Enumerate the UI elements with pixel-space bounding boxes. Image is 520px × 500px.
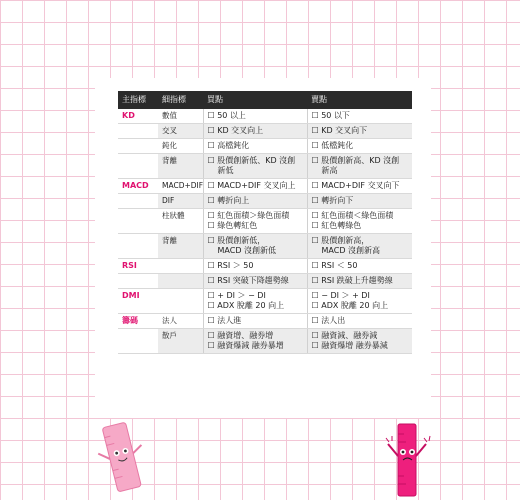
sell-checklist-item[interactable]: ☐ 融資爆增 融券暴減	[311, 341, 388, 350]
buy-checklist-item[interactable]: ☐ 融資爆減 融券暴增	[207, 341, 284, 350]
buy-checklist-item[interactable]: ☐ 綠色轉紅色	[207, 221, 258, 230]
main-indicator-cell	[118, 234, 158, 259]
sell-point-cell	[307, 209, 412, 234]
sell-checklist-item[interactable]: ☐ 低檔鈍化	[311, 141, 354, 150]
buy-checklist-item: MACD 沒創新低	[217, 246, 277, 255]
sub-indicator-cell: 背離	[158, 154, 203, 179]
sub-indicator-cell: 數值	[158, 109, 203, 124]
header-sell-point: 賣點	[307, 91, 412, 109]
buy-point-cell	[203, 194, 307, 209]
table-row	[118, 314, 412, 329]
sell-checklist-item[interactable]: ☐ − DI ＞ + DI	[311, 291, 370, 300]
sub-indicator-cell: DIF	[158, 194, 203, 209]
buy-point-cell	[203, 179, 307, 194]
sell-checklist-item[interactable]: ☐ 轉折向下	[311, 196, 354, 205]
sub-indicator-cell: 柱狀體	[158, 209, 203, 234]
buy-checklist-item[interactable]: ☐ 股價創新低，	[207, 236, 266, 245]
main-indicator-cell	[118, 209, 158, 234]
table-header-row	[118, 91, 412, 109]
buy-point-cell	[203, 259, 307, 274]
sell-checklist-item[interactable]: ☐ 股價創新高、KD 沒創	[311, 156, 400, 165]
buy-point-cell	[203, 139, 307, 154]
sell-point-cell	[307, 314, 412, 329]
table-row	[118, 109, 412, 124]
sub-indicator-cell	[158, 289, 203, 314]
sell-point-cell	[307, 259, 412, 274]
table-row	[118, 154, 412, 179]
sub-indicator-cell	[158, 274, 203, 289]
sell-point-cell	[307, 154, 412, 179]
sell-checklist-item[interactable]: ☐ 50 以下	[311, 111, 350, 120]
buy-point-cell	[203, 314, 307, 329]
indicator-checklist-table	[118, 91, 412, 354]
table-row	[118, 209, 412, 234]
buy-checklist-item[interactable]: ☐ 50 以上	[207, 111, 246, 120]
sub-indicator-cell: 散戶	[158, 329, 203, 354]
header-sub-indicator: 細指標	[158, 91, 203, 109]
main-indicator-cell: 籌碼	[118, 314, 158, 329]
table-body	[118, 109, 412, 354]
table-row	[118, 179, 412, 194]
buy-checklist-item[interactable]: ☐ ADX 脫離 20 向上	[207, 301, 285, 310]
table-row	[118, 329, 412, 354]
sell-checklist-item: MACD 沒創新高	[321, 246, 381, 255]
sell-checklist-item[interactable]: ☐ ADX 脫離 20 向上	[311, 301, 389, 310]
sub-indicator-cell	[158, 259, 203, 274]
main-indicator-cell	[118, 329, 158, 354]
sub-indicator-cell: 法人	[158, 314, 203, 329]
table-row	[118, 259, 412, 274]
magenta-ruler-mascot-icon	[384, 420, 432, 498]
sell-point-cell	[307, 234, 412, 259]
header-main-indicator: 主指標	[118, 91, 158, 109]
sell-point-cell	[307, 274, 412, 289]
sell-checklist-item: 新高	[321, 166, 338, 175]
sub-indicator-cell: 鈍化	[158, 139, 203, 154]
sub-indicator-cell: 交叉	[158, 124, 203, 139]
sell-point-cell	[307, 194, 412, 209]
table-row	[118, 124, 412, 139]
buy-checklist-item[interactable]: ☐ RSI ＞ 50	[207, 261, 254, 270]
buy-checklist-item[interactable]: ☐ 高檔鈍化	[207, 141, 250, 150]
buy-point-cell	[203, 289, 307, 314]
buy-point-cell	[203, 109, 307, 124]
buy-point-cell	[203, 209, 307, 234]
sub-indicator-cell: 背離	[158, 234, 203, 259]
pink-ruler-mascot-icon	[96, 418, 148, 496]
sell-point-cell	[307, 109, 412, 124]
buy-checklist-item: 新低	[217, 166, 234, 175]
buy-checklist-item[interactable]: ☐ 紅色面積＞綠色面積	[207, 211, 290, 220]
main-indicator-cell: DMI	[118, 289, 158, 314]
table-row	[118, 139, 412, 154]
sell-point-cell	[307, 124, 412, 139]
sub-indicator-cell: MACD+DIF	[158, 179, 203, 194]
buy-checklist-item[interactable]: ☐ 法人進	[207, 316, 242, 325]
table-row	[118, 234, 412, 259]
main-indicator-cell	[118, 154, 158, 179]
sell-point-cell	[307, 179, 412, 194]
buy-point-cell	[203, 154, 307, 179]
table-row	[118, 289, 412, 314]
buy-checklist-item[interactable]: ☐ RSI 突破下降趨勢線	[207, 276, 289, 285]
main-indicator-cell: MACD	[118, 179, 158, 194]
main-indicator-cell: RSI	[118, 259, 158, 274]
sell-point-cell	[307, 289, 412, 314]
main-indicator-cell	[118, 194, 158, 209]
sell-point-cell	[307, 139, 412, 154]
table-row	[118, 274, 412, 289]
sell-checklist-item[interactable]: ☐ 紅色轉綠色	[311, 221, 362, 230]
buy-checklist-item[interactable]: ☐ 融資增、融券增	[207, 331, 274, 340]
table-row	[118, 194, 412, 209]
sell-point-cell	[307, 329, 412, 354]
sell-checklist-item[interactable]: ☐ KD 交叉向下	[311, 126, 368, 135]
buy-checklist-item[interactable]: ☐ MACD+DIF 交叉向上	[207, 181, 296, 190]
buy-checklist-item[interactable]: ☐ 股價創新低、KD 沒創	[207, 156, 296, 165]
buy-checklist-item[interactable]: ☐ + DI ＞ − DI	[207, 291, 266, 300]
sell-checklist-item[interactable]: ☐ 法人出	[311, 316, 346, 325]
buy-point-cell	[203, 234, 307, 259]
buy-point-cell	[203, 274, 307, 289]
buy-checklist-item[interactable]: ☐ KD 交叉向上	[207, 126, 264, 135]
sell-checklist-item[interactable]: ☐ RSI ＜ 50	[311, 261, 358, 270]
sell-checklist-item[interactable]: ☐ MACD+DIF 交叉向下	[311, 181, 400, 190]
table-sheet	[95, 78, 431, 418]
header-buy-point: 買點	[203, 91, 307, 109]
main-indicator-cell	[118, 124, 158, 139]
sell-checklist-item[interactable]: ☐ 股價創新高，	[311, 236, 370, 245]
buy-point-cell	[203, 329, 307, 354]
main-indicator-cell	[118, 274, 158, 289]
buy-point-cell	[203, 124, 307, 139]
main-indicator-cell	[118, 139, 158, 154]
sell-checklist-item[interactable]: ☐ 融資減、融券減	[311, 331, 378, 340]
sell-checklist-item[interactable]: ☐ RSI 跌破上升趨勢線	[311, 276, 393, 285]
sell-checklist-item[interactable]: ☐ 紅色面積＜綠色面積	[311, 211, 394, 220]
buy-checklist-item[interactable]: ☐ 轉折向上	[207, 196, 250, 205]
main-indicator-cell: KD	[118, 109, 158, 124]
